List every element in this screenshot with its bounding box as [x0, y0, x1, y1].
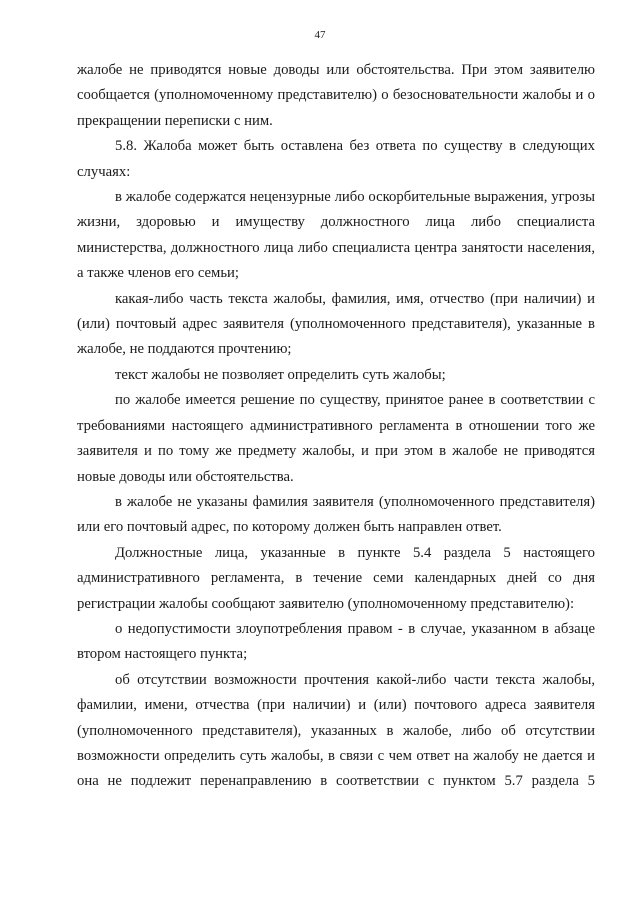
paragraph-7: в жалобе не указаны фамилия заявителя (уполномоченного представителя) или его почтовый адрес, по которому должен быть направлен ответ.: [77, 493, 595, 536]
paragraph-4: какая-либо часть текста жалобы, фамилия, имя, отчество (при наличии) и (или) почтовый адрес заявителя (уполномоченного представителя), указанные в жалобе, не поддаются прочтению;: [77, 290, 595, 358]
paragraph-6: по жалобе имеется решение по существу, принятое ранее в соответствии с требованиями настоящего административного регламента в отношении того же заявителя и по тому же предмету жалобы, и при этом в жалобе не приводятся новые доводы или обстоятельства.: [77, 392, 595, 485]
paragraph-2: 5.8. Жалоба может быть оставлена без ответа по существу в следующих случаях:: [77, 138, 595, 180]
paragraph-5: текст жалобы не позволяет определить суть жалобы;: [115, 366, 446, 383]
paragraph-8: Должностные лица, указанные в пункте 5.4 раздела 5 настоящего административного регламента, в течение семи календарных дней со дня регистрации жалобы сообщают заявителю (уполномоченному представителю):: [77, 544, 595, 612]
paragraph-9: о недопустимости злоупотребления правом - в случае, указанном в абзаце втором настоящего пункта;: [77, 620, 595, 663]
paragraph-3: в жалобе содержатся нецензурные либо оскорбительные выражения, угрозы жизни, здоровью и имуществу должностного лица либо специалиста министерства, должностного лица либо специалиста центра занятости населения, а также членов его семьи;: [77, 189, 595, 282]
document-body: [77, 58, 595, 795]
paragraph-1: жалобе не приводятся новые доводы или обстоятельства. При этом заявителю сообщается (уполномоченному представителю) о безосновательности жалобы и о прекращении переписки с ним.: [77, 62, 595, 129]
page-number: 47: [314, 29, 326, 41]
paragraph-10: об отсутствии возможности прочтения какой-либо части текста жалобы, фамилии, имени, отчества (при наличии) и (или) почтового адреса заявителя (уполномоченного представителя), указанных в жалобе, либо об отсутствии возможности определить суть жалобы, в связи с чем ответ на жалобу не дается и она не подлежит перенаправлению в соответствии с пунктом 5.7 раздела 5: [77, 671, 595, 790]
